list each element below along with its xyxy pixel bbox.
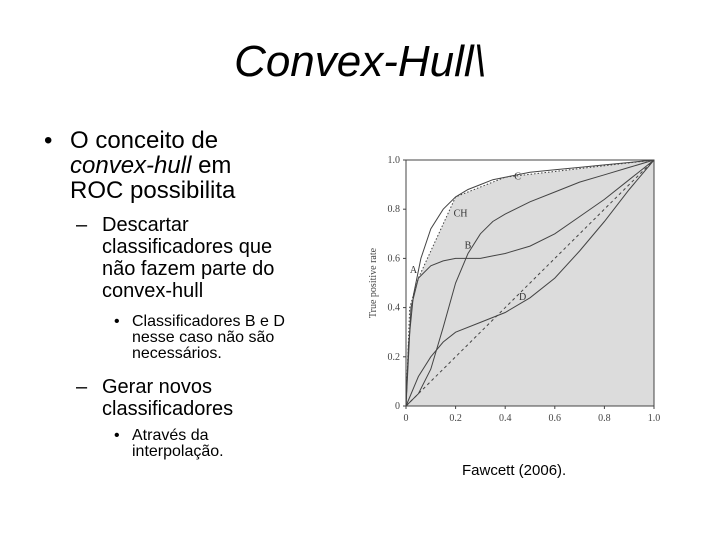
bullet-line: ROC possibilita	[70, 177, 236, 204]
x-tick-label: 0.2	[449, 413, 462, 424]
x-tick-label: 0.8	[598, 413, 611, 424]
roc-chart	[362, 150, 670, 440]
subbullet-gerar	[76, 376, 342, 420]
subsubbullet-interpolacao	[114, 427, 332, 460]
bullet-line: não fazem parte do	[102, 258, 275, 280]
bullet-line: Gerar novos	[102, 376, 213, 398]
y-tick-label: 0.6	[387, 253, 400, 265]
bullet-line: classificadores	[102, 398, 234, 420]
bullet-line: O conceito de	[70, 127, 219, 154]
y-tick-label: 1.0	[387, 155, 400, 166]
bullet-line: convex-hull	[102, 280, 204, 302]
bullet-line: nesse caso não são	[132, 329, 275, 346]
x-tick-label: 0	[403, 413, 409, 424]
subsubbullet-classificadores	[114, 313, 332, 362]
subbullet-descartar	[76, 214, 342, 302]
y-tick-label: 0.8	[387, 204, 400, 216]
bullet-line: Através da	[132, 427, 209, 444]
roc-chart-svg	[362, 150, 670, 440]
x-tick-label: 0.6	[548, 413, 562, 424]
y-tick-label: 0.2	[387, 351, 400, 363]
y-axis-label: True positive rate	[368, 247, 379, 319]
curve-label-ch: CH	[453, 208, 468, 220]
curve-label-d: D	[518, 292, 527, 304]
italic-term: convex-hull	[70, 152, 192, 179]
bullet-line-rest: em	[191, 152, 232, 179]
curve-label-a: A	[409, 265, 418, 277]
dash-marker: –	[76, 376, 88, 398]
y-tick-label: 0	[395, 401, 400, 412]
bullet-line: Classificadores B e D	[132, 313, 285, 330]
y-tick-label: 0.4	[387, 302, 400, 314]
curve-label-c: C	[514, 171, 521, 183]
bullet-marker: •	[114, 313, 120, 330]
curve-label-b: B	[464, 240, 472, 252]
bullet-marker: •	[44, 127, 53, 154]
bullet-marker: •	[114, 427, 120, 444]
bullet-line: interpolação.	[132, 443, 224, 460]
x-tick-label: 0.4	[498, 413, 512, 424]
bullet-roc-convex-hull	[44, 127, 320, 204]
bullet-line	[70, 153, 320, 178]
bullet-line: necessários.	[132, 345, 222, 362]
x-tick-label: 1.0	[647, 413, 661, 424]
slide-title: Convex-Hull\	[234, 37, 486, 86]
citation: Fawcett (2006).	[462, 462, 567, 479]
dash-marker: –	[76, 214, 88, 236]
bullet-line: Descartar	[102, 214, 189, 236]
bullet-line: classificadores que	[102, 236, 273, 258]
